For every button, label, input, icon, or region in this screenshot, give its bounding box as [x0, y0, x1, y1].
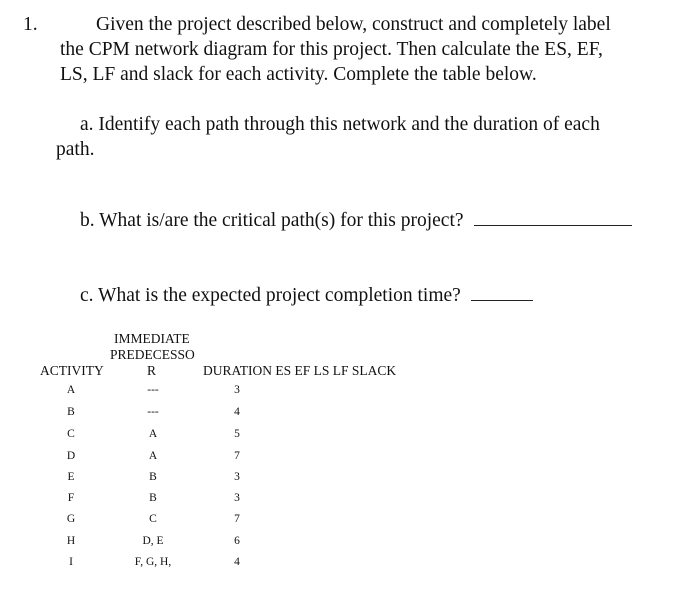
row-activity: D — [66, 450, 76, 462]
part-c-text: c. What is the expected project completion time? — [80, 285, 461, 306]
row-activity: B — [67, 406, 75, 418]
row-predecessor: B — [149, 471, 157, 483]
row-duration: 3 — [234, 384, 240, 396]
question-number: 1. — [23, 14, 38, 35]
part-a-line-1: a. Identify each path through this network and the duration of each — [80, 114, 600, 135]
row-predecessor: B — [149, 492, 157, 504]
row-predecessor: A — [148, 450, 158, 462]
intro-line-2: the CPM network diagram for this project. Then calculate the ES, EF, — [60, 39, 603, 60]
row-duration: 5 — [234, 428, 240, 440]
row-predecessor: --- — [147, 406, 159, 418]
row-duration: 6 — [234, 535, 240, 547]
row-predecessor: C — [149, 513, 157, 525]
part-b-text: b. What is/are the critical path(s) for this project? — [80, 210, 464, 231]
row-duration: 3 — [234, 492, 240, 504]
header-predecessor-line-1: IMMEDIATE — [114, 331, 190, 346]
row-activity: F — [67, 492, 75, 504]
row-predecessor: --- — [147, 384, 159, 396]
row-activity: G — [66, 513, 76, 525]
part-c — [80, 283, 533, 308]
part-a-line-2: path. — [56, 139, 95, 160]
row-duration: 7 — [234, 513, 240, 525]
header-activity: ACTIVITY — [40, 363, 104, 378]
row-predecessor: A — [148, 428, 158, 440]
row-duration: 4 — [234, 406, 240, 418]
row-predecessor: F, G, H, — [134, 556, 172, 568]
row-activity: I — [69, 556, 73, 568]
completion-time-answer-blank[interactable] — [471, 300, 533, 301]
row-activity: E — [67, 471, 75, 483]
header-predecessor-line-3: R — [147, 363, 157, 378]
row-activity: C — [67, 428, 75, 440]
row-activity: A — [66, 384, 76, 396]
critical-path-answer-blank[interactable] — [474, 225, 632, 226]
row-duration: 3 — [234, 471, 240, 483]
row-duration: 4 — [234, 556, 240, 568]
row-activity: H — [66, 535, 76, 547]
part-b — [80, 208, 632, 233]
intro-line-3: LS, LF and slack for each activity. Complete the table below. — [60, 64, 537, 85]
row-predecessor: D, E — [142, 535, 164, 547]
header-predecessor-line-2: PREDECESSO — [110, 347, 195, 362]
header-duration-es-ef-ls-lf-slack: DURATION ES EF LS LF SLACK — [203, 363, 397, 378]
row-duration: 7 — [234, 450, 240, 462]
intro-line-1: Given the project described below, construct and completely label — [96, 14, 611, 35]
